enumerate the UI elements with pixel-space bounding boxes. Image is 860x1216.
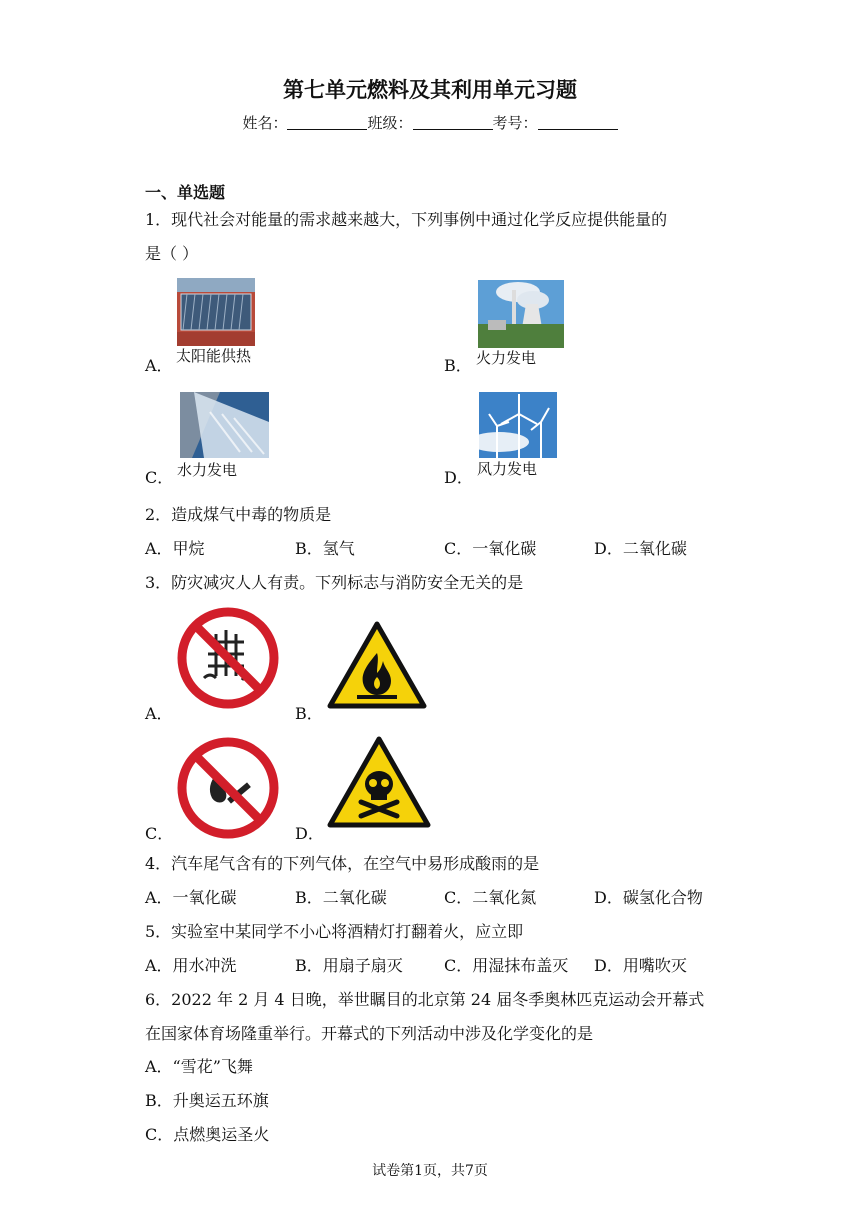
wind-power-image xyxy=(479,392,557,458)
class-blank[interactable] xyxy=(413,115,493,130)
solar-panel-image xyxy=(177,278,255,346)
thermal-power-image xyxy=(478,280,564,348)
q5-stem: 5．实验室中某同学不小心将酒精灯打翻着火，应立即 xyxy=(145,922,524,941)
q4-option-a[interactable]: A．一氧化碳 xyxy=(145,888,237,907)
name-blank[interactable] xyxy=(287,115,367,130)
q2-stem: 2．造成煤气中毒的物质是 xyxy=(145,505,332,524)
page-footer: 试卷第1页，共7页 xyxy=(372,1163,488,1179)
q4-option-d[interactable]: D．碳氢化合物 xyxy=(594,888,703,907)
q1-option-d-letter[interactable]: D． xyxy=(444,468,473,487)
q3-option-c-letter[interactable]: C． xyxy=(145,824,174,843)
exam-no-blank[interactable] xyxy=(538,115,618,130)
q3-stem: 3．防灾减灾人人有责。下列标志与消防安全无关的是 xyxy=(145,573,524,592)
q2-option-a[interactable]: A．甲烷 xyxy=(145,539,205,558)
page-title: 第七单元燃料及其利用单元习题 xyxy=(283,78,577,102)
q5-option-a[interactable]: A．用水冲洗 xyxy=(145,956,237,975)
no-smoking-sign-icon xyxy=(176,736,280,840)
q1-c-caption: 水力发电 xyxy=(177,461,238,479)
q1-b-caption: 火力发电 xyxy=(476,349,537,367)
q1-option-a-letter[interactable]: A． xyxy=(145,356,173,375)
q6-option-c[interactable]: C．点燃奥运圣火 xyxy=(145,1125,270,1144)
q6-stem-line1: 6．2022 年 2 月 4 日晚，举世瞩目的北京第 24 届冬季奥林匹克运动会开幕式 xyxy=(145,990,705,1009)
q1-stem-line1: 1．现代社会对能量的需求越来越大，下列事例中通过化学反应提供能量的 xyxy=(145,210,668,229)
q6-option-a[interactable]: A．“雪花”飞舞 xyxy=(145,1057,253,1076)
q5-option-d[interactable]: D．用嘴吹灭 xyxy=(594,956,687,975)
exam-no-label: 考号： xyxy=(492,114,538,132)
q1-a-caption: 太阳能供热 xyxy=(176,347,252,365)
class-label: 班级： xyxy=(367,114,413,132)
q1-d-caption: 风力发电 xyxy=(477,460,538,478)
q2-option-d[interactable]: D．二氧化碳 xyxy=(594,539,687,558)
q1-option-b-letter[interactable]: B． xyxy=(444,356,472,375)
hydro-power-image xyxy=(180,392,269,458)
name-label: 姓名： xyxy=(242,114,288,132)
q1-option-c-letter[interactable]: C． xyxy=(145,468,174,487)
q6-stem-line2: 在国家体育场隆重举行。开幕式的下列活动中涉及化学变化的是 xyxy=(145,1024,594,1043)
q4-stem: 4．汽车尾气含有的下列气体，在空气中易形成酸雨的是 xyxy=(145,854,540,873)
q5-option-c[interactable]: C．用湿抹布盖灭 xyxy=(444,956,569,975)
q5-option-b[interactable]: B．用扇子扇灭 xyxy=(295,956,403,975)
toxic-warning-sign-icon xyxy=(327,736,431,828)
q3-option-a-letter[interactable]: A． xyxy=(145,704,173,723)
no-fireworks-sign-icon xyxy=(176,606,280,710)
q4-option-c[interactable]: C．二氧化氮 xyxy=(444,888,537,907)
q2-option-c[interactable]: C．一氧化碳 xyxy=(444,539,537,558)
q2-option-b[interactable]: B．氢气 xyxy=(295,539,355,558)
q3-option-b-letter[interactable]: B． xyxy=(295,704,323,723)
q3-option-d-letter[interactable]: D． xyxy=(295,824,324,843)
section-title: 一、单选题 xyxy=(145,183,226,202)
flammable-warning-sign-icon xyxy=(327,621,427,709)
q1-stem-line2: 是（ ） xyxy=(145,244,199,263)
student-info-line xyxy=(0,112,860,133)
q4-option-b[interactable]: B．二氧化碳 xyxy=(295,888,387,907)
q6-option-b[interactable]: B．升奥运五环旗 xyxy=(145,1091,269,1110)
